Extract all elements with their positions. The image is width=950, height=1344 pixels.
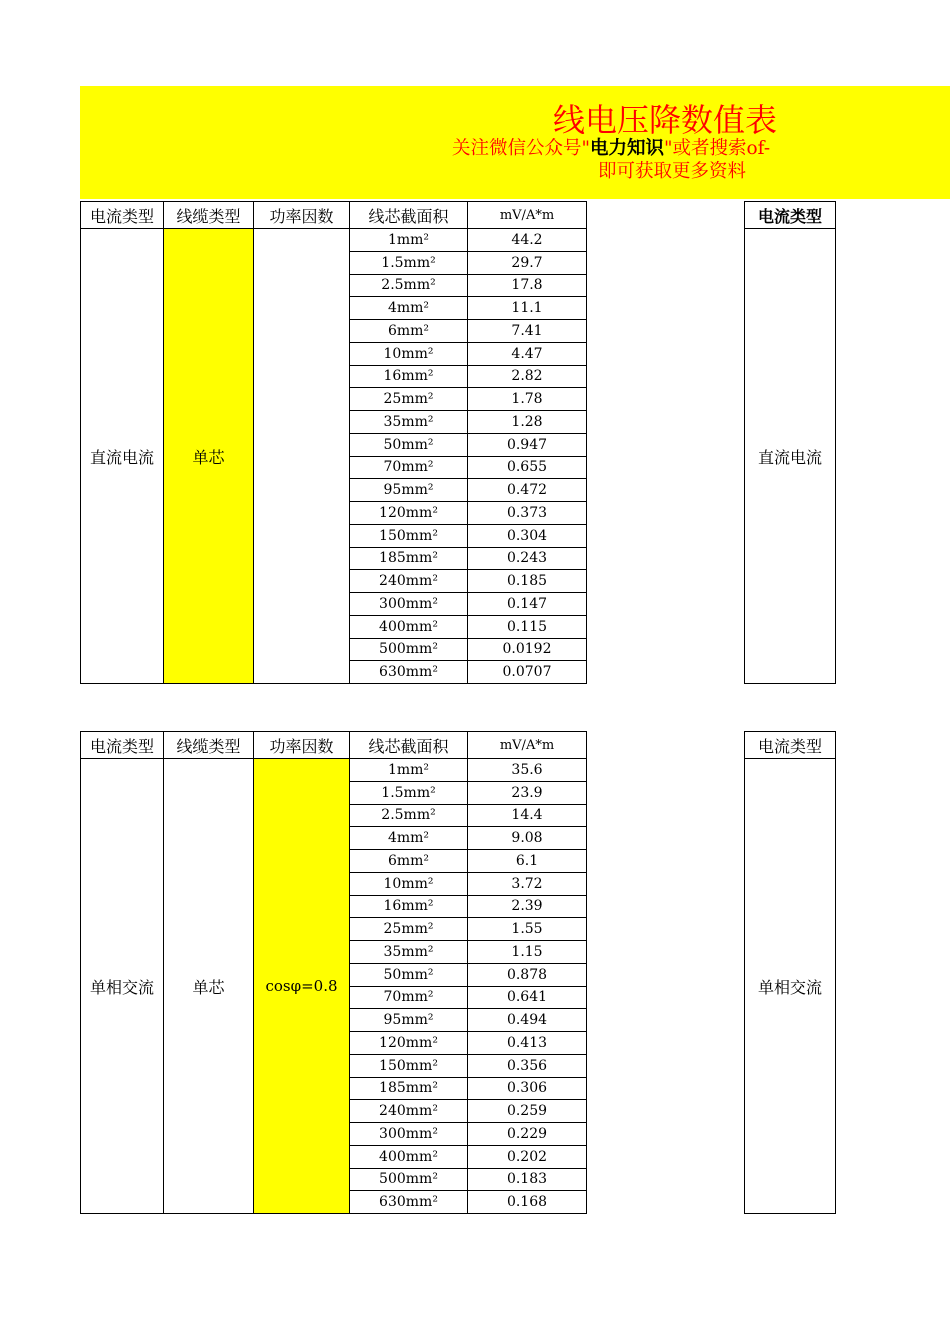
current-type-cell: 直流电流 [81,229,164,684]
cross-section-cell: 500mm² [350,1168,468,1191]
header-cable-type: 线缆类型 [164,732,254,759]
header-power-factor: 功率因数 [254,202,350,229]
current-type-cell: 单相交流 [81,759,164,1214]
subtitle-line-2: 即可获取更多资料 [598,161,747,182]
voltage-drop-value: 11.1 [468,297,587,320]
voltage-drop-value: 29.7 [468,251,587,274]
voltage-drop-value: 0.0707 [468,661,587,684]
voltage-drop-value: 4.47 [468,342,587,365]
side-current-type-value: 直流电流 [745,229,836,684]
subtitle-suffix: "或者搜索of- [664,138,771,159]
cross-section-cell: 70mm² [350,456,468,479]
voltage-drop-value: 0.168 [468,1191,587,1214]
voltage-drop-value: 14.4 [468,804,587,827]
voltage-drop-value: 0.147 [468,593,587,616]
voltage-drop-value: 35.6 [468,759,587,782]
voltage-drop-value: 0.185 [468,570,587,593]
side-value-row [745,759,836,1214]
cross-section-cell: 150mm² [350,1054,468,1077]
cross-section-cell: 16mm² [350,365,468,388]
cross-section-cell: 630mm² [350,661,468,684]
cross-section-cell: 300mm² [350,593,468,616]
voltage-drop-value: 0.356 [468,1054,587,1077]
cross-section-cell: 4mm² [350,827,468,850]
cross-section-cell: 1mm² [350,759,468,782]
header-cross-section: 线芯截面积 [350,732,468,759]
voltage-drop-value: 0.878 [468,963,587,986]
cross-section-cell: 185mm² [350,1077,468,1100]
cross-section-cell: 240mm² [350,1100,468,1123]
cross-section-cell: 120mm² [350,1032,468,1055]
header-cross-section: 线芯截面积 [350,202,468,229]
cross-section-cell: 35mm² [350,411,468,434]
voltage-drop-value: 0.494 [468,1009,587,1032]
cross-section-cell: 10mm² [350,872,468,895]
voltage-drop-value: 6.1 [468,850,587,873]
cross-section-cell: 4mm² [350,297,468,320]
voltage-drop-value: 17.8 [468,274,587,297]
header-current-type: 电流类型 [81,202,164,229]
cross-section-cell: 70mm² [350,986,468,1009]
cross-section-cell: 185mm² [350,547,468,570]
cross-section-cell: 25mm² [350,388,468,411]
voltage-drop-value: 0.202 [468,1145,587,1168]
voltage-drop-value: 0.243 [468,547,587,570]
cross-section-cell: 1mm² [350,229,468,252]
cross-section-cell: 50mm² [350,963,468,986]
dc-side-panel [744,201,836,684]
voltage-drop-value: 1.78 [468,388,587,411]
voltage-drop-value: 9.08 [468,827,587,850]
voltage-drop-value: 0.306 [468,1077,587,1100]
voltage-drop-value: 2.82 [468,365,587,388]
power-factor-cell: cosφ=0.8 [254,759,350,1214]
cross-section-cell: 500mm² [350,638,468,661]
cable-type-cell: 单芯 [164,229,254,684]
cross-section-cell: 1.5mm² [350,781,468,804]
subtitle-keyword: 电力知识 [590,138,665,159]
cross-section-cell: 1.5mm² [350,251,468,274]
power-factor-cell [254,229,350,684]
cross-section-cell: 2.5mm² [350,274,468,297]
voltage-drop-value: 1.55 [468,918,587,941]
subtitle-prefix: 关注微信公众号" [452,138,591,159]
voltage-drop-value: 0.655 [468,456,587,479]
cross-section-cell: 35mm² [350,941,468,964]
voltage-drop-value: 0.115 [468,615,587,638]
cross-section-cell: 400mm² [350,615,468,638]
cross-section-cell: 300mm² [350,1123,468,1146]
header-cable-type: 线缆类型 [164,202,254,229]
side-value-row [745,229,836,684]
side-current-type-value: 单相交流 [745,759,836,1214]
cross-section-cell: 50mm² [350,433,468,456]
voltage-drop-value: 0.304 [468,524,587,547]
cross-section-cell: 400mm² [350,1145,468,1168]
header-current-type: 电流类型 [81,732,164,759]
dc-voltage-drop-table [80,201,587,684]
ac-voltage-drop-table [80,731,587,1214]
side-header-row [745,732,836,759]
header-power-factor: 功率因数 [254,732,350,759]
page-title: 线电压降数值表 [553,101,778,139]
cross-section-cell: 240mm² [350,570,468,593]
voltage-drop-value: 0.373 [468,502,587,525]
voltage-drop-value: 7.41 [468,320,587,343]
cross-section-cell: 6mm² [350,320,468,343]
cable-type-cell: 单芯 [164,759,254,1214]
voltage-drop-value: 0.0192 [468,638,587,661]
voltage-drop-value: 0.229 [468,1123,587,1146]
voltage-drop-value: 0.947 [468,433,587,456]
voltage-drop-value: 0.641 [468,986,587,1009]
voltage-drop-value: 0.183 [468,1168,587,1191]
cross-section-cell: 6mm² [350,850,468,873]
header-row [81,732,587,759]
voltage-drop-value: 44.2 [468,229,587,252]
header-row [81,202,587,229]
table-row [81,759,587,782]
cross-section-cell: 95mm² [350,479,468,502]
header-mv-per-am: mV/A*m [468,732,587,759]
voltage-drop-value: 0.413 [468,1032,587,1055]
cross-section-cell: 95mm² [350,1009,468,1032]
voltage-drop-value: 23.9 [468,781,587,804]
subtitle-line-1 [452,137,770,161]
table-row [81,229,587,252]
voltage-drop-value: 0.259 [468,1100,587,1123]
cross-section-cell: 630mm² [350,1191,468,1214]
voltage-drop-value: 1.15 [468,941,587,964]
ac-side-panel [744,731,836,1214]
voltage-drop-value: 3.72 [468,872,587,895]
cross-section-cell: 2.5mm² [350,804,468,827]
voltage-drop-value: 1.28 [468,411,587,434]
cross-section-cell: 120mm² [350,502,468,525]
side-header-current-type: 电流类型 [745,732,836,759]
cross-section-cell: 10mm² [350,342,468,365]
voltage-drop-value: 0.472 [468,479,587,502]
cross-section-cell: 25mm² [350,918,468,941]
header-mv-per-am: mV/A*m [468,202,587,229]
side-header-current-type: 电流类型 [745,202,836,229]
cross-section-cell: 150mm² [350,524,468,547]
voltage-drop-value: 2.39 [468,895,587,918]
cross-section-cell: 16mm² [350,895,468,918]
side-header-row [745,202,836,229]
